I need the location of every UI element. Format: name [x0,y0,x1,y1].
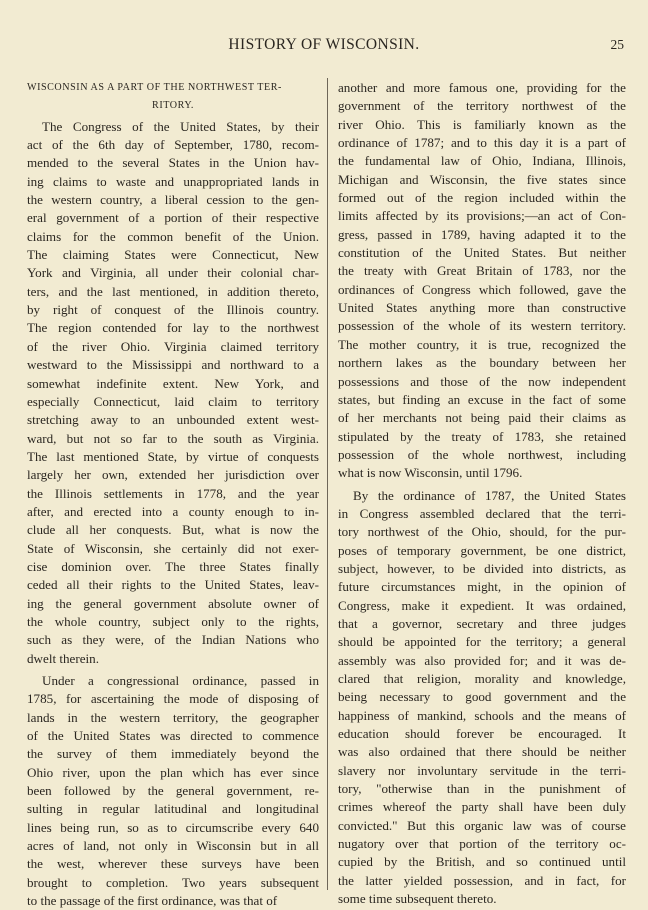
left-column [27,79,319,910]
text-line: lines being run, so as to circumscribe every 640 [27,819,319,835]
text-line: the Illinois settlements in 1778, and the year [27,485,319,501]
text-line: education should forever be encouraged. It [338,726,626,742]
running-head [0,36,648,58]
text-line: the fundamental law of Ohio, Indiana, Illinois, [338,153,626,169]
text-line: the treaty with Great Britain of 1783, nor the [338,263,626,279]
text-line: State of Wisconsin, she certainly did not exer- [27,540,319,556]
text-line: poses of temporary government, be one district, [338,542,626,558]
text-line: constitution of the United States. But neither [338,245,626,261]
text-line: stipulated by the treaty of 1783, she retained [338,428,626,444]
text-line: York and Virginia, all under their colonial char- [27,265,319,281]
text-line: brought to completion. Two years subsequent [27,874,319,890]
text-line: river Ohio. This is familiarly known as the [338,116,626,132]
text-line: possession of the whole northwest, including [338,446,626,462]
text-line: Under a congressional ordinance, passed in [42,673,319,688]
text-line: dwelt therein. [27,650,99,666]
text-line: of the United States was directed to commence [27,728,319,744]
text-line: ing the general government absolute owner of [27,595,319,611]
text-line: ordinances of Congress which followed, gave the [338,281,626,297]
text-line: largely her own, extended her jurisdiction over [27,467,319,483]
text-line: the survey of them immediately beyond the [27,746,319,762]
text-line: crimes whereof the party shall have been duly [338,799,626,815]
text-line: northern lakes as the boundary between her [338,355,626,371]
text-line: formed out of the region included within the [338,190,626,206]
paragraph [27,118,319,668]
text-line: cise dominion over. The three States finally [27,558,319,574]
text-line: The mother country, it is true, recognized the [338,336,626,352]
text-line: of her merchants not being paid their claims as [338,410,626,426]
text-line: being necessary to good government and the [338,689,626,705]
text-line: government of the territory northwest of the [338,98,626,114]
paragraph [338,487,626,909]
text-line: ceded all their rights to the United States, leav- [27,577,319,593]
text-line: by right of conquest of the Illinois country. [27,302,319,318]
text-line: limits affected by its provisions;—an act of Con- [338,208,626,224]
text-line: after, and erected into a county enough to in- [27,503,319,519]
text-line: subject, however, to be divided into districts, as [338,560,626,576]
text-line: gress, passed in 1789, having adapted it to the [338,226,626,242]
text-line: possessions and those of the now independent [338,373,626,389]
text-line: clude all her conquests. But, what is now the [27,522,319,538]
text-line: The last mentioned State, by virtue of conquests [27,448,319,464]
text-line: acres of land, not only in Wisconsin but in all [27,838,319,854]
text-line: possession of the whole of its western territory. [338,318,626,334]
text-line: in Congress assembled declared that the terri- [338,505,626,521]
column-divider [327,78,328,890]
text-line: Michigan and Wisconsin, the five states since [338,171,626,187]
text-line: nugatory over that portion of the territory oc- [338,836,626,852]
text-line: such as they were, of the Indian Nations who [27,632,319,648]
text-line: ordinance of 1787; and to this day it is a part of [338,135,626,151]
text-line: states, but finding an excuse in the fact of some [338,391,626,407]
section-heading-line: WISCONSIN AS A PART OF THE NORTHWEST TER- [27,82,282,93]
text-line: The claiming States were Connecticut, New [27,247,319,263]
text-line: By the ordinance of 1787, the United States [353,487,626,503]
paragraph [338,79,626,483]
text-line: claims for the common benefit of the Union. [27,228,319,244]
text-line: assembly was also provided for; and it was de- [338,652,626,668]
text-line: mended to the several States in the Union hav- [27,155,319,171]
text-line: eral government of a portion of their respective [27,210,319,226]
text-line: slavery nor involuntary servitude in the terri- [338,762,626,778]
text-line: United States anything more than constructive [338,300,626,316]
text-line: another and more famous one, providing for the [338,80,626,95]
text-line: The region contended for lay to the northwest [27,320,319,336]
text-line: that a governor, secretary and three judges [338,615,626,631]
paragraph [27,672,319,910]
text-line: convicted." But this organic law was of course [338,817,626,833]
text-line: ward, but not so far to the south as Virginia. [27,430,319,446]
text-line: tory, "otherwise than in the punishment of [338,781,626,797]
text-line: westward to the Mississippi and northward to a [27,357,319,373]
text-line: ing claims to waste and unappropriated lands in [27,173,319,189]
text-line: the western country, a liberal cession to the gen- [27,192,319,208]
text-line: to the passage of the first ordinance, was that of [27,893,278,909]
text-line: ters, and the last mentioned, in addition thereto, [27,283,319,299]
text-line: been followed by the general government, re- [27,783,319,799]
text-line: stretching away to an unbounded extent west- [27,412,319,428]
page-number: 25 [610,37,624,52]
text-line: 1785, for ascertaining the mode of disposing of [27,691,319,707]
text-line: somewhat indefinite extent. New York, and [27,375,319,391]
text-line: clared that religion, morality and knowledge, [338,671,626,686]
text-line: especially Connecticut, laid claim to territory [27,393,319,409]
text-line: future circumstances might, in the opinion of [338,579,626,595]
text-line: The Congress of the United States, by their [42,118,319,134]
text-line: tory northwest of the Ohio, should, for the pur- [338,524,626,540]
text-line: the west, wherever these surveys have been [27,856,319,872]
text-line: sulting in regular latitudinal and longitudinal [27,801,319,817]
text-line: happiness of mankind, schools and the means of [338,707,626,723]
text-line: the whole country, subject only to the rights, [27,613,319,629]
section-heading [27,79,319,116]
text-line: what is now Wisconsin, until 1796. [338,465,523,481]
right-column [338,79,626,908]
text-line: lands in the western territory, the geographer [27,709,319,725]
section-heading-line: RITORY. [152,100,194,112]
text-line: should be appointed for the territory; a general [338,634,626,650]
text-line: some time subsequent thereto. [338,891,497,907]
page-title: HISTORY OF WISCONSIN. [228,36,420,53]
text-line: act of the 6th day of September, 1780, recom- [27,137,319,153]
text-line: Congress, make it expedient. It was ordained, [338,597,626,613]
text-line: of the river Ohio. Virginia claimed territory [27,338,319,354]
text-line: the latter yielded possession, and in fact, for [338,872,626,888]
text-line: was also ordained that there should be neither [338,744,626,760]
text-line: Ohio river, upon the plan which has ever since [27,764,319,780]
text-line: cupied by the British, and so continued until [338,854,626,870]
